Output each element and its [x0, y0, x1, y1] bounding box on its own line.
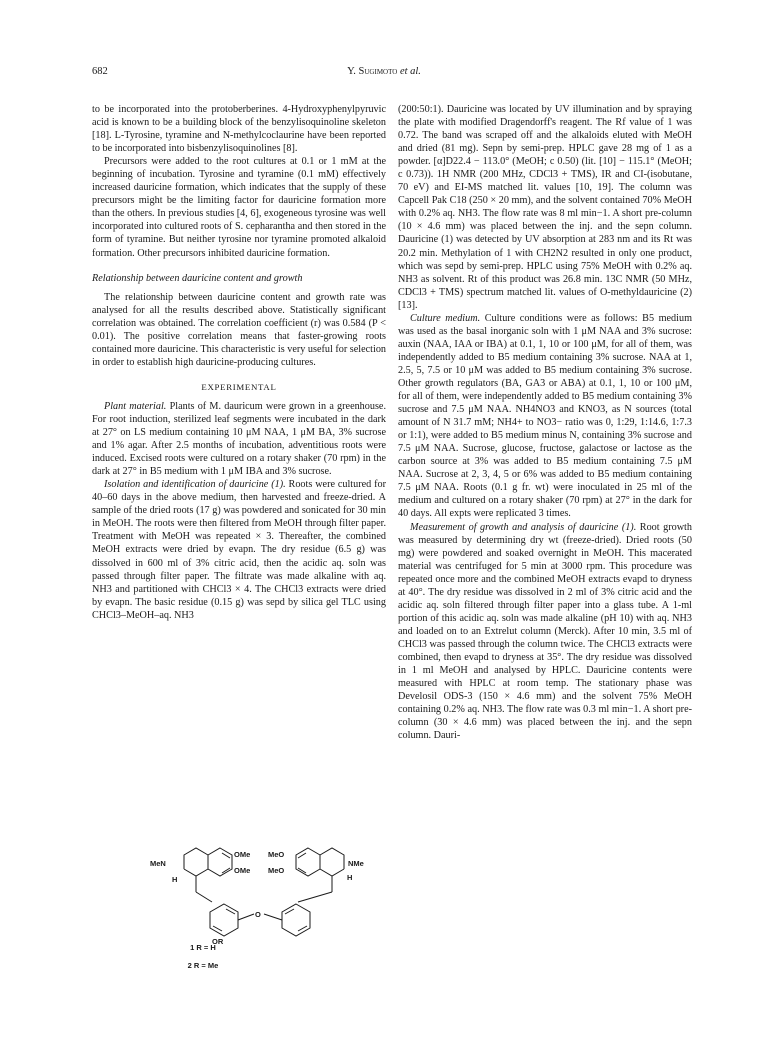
ether-oxygen-label: O	[255, 910, 261, 919]
structure-caption: 2 R = Me	[187, 961, 219, 970]
lower-right-aromatic-ring	[282, 904, 310, 936]
lower-left-aromatic-ring	[210, 904, 238, 936]
page-number: 682	[92, 66, 108, 77]
or-group-label: OR	[212, 937, 224, 946]
paragraph	[398, 521, 692, 743]
right-piperidine-ring	[320, 848, 344, 869]
right-aromatic-ring	[296, 848, 320, 876]
section-heading: EXPERIMENTAL	[201, 381, 277, 392]
paragraph-body: Root growth was measured by determining dry wt (freeze-dried). Dried roots (50 mg) were powdered and soaked overnight in MeOH. This macerated material was centrifuged for 5 min at 3000 rpm. This procedure was repeated once more and the combined MeOH extracts evapd to dryness at 40°. The dry residue was dissolved in 2 ml of 3% citric acid and the acidic aq. soln filtered through filter paper into a glass tube. A 1-ml portion of this acidic aq. soln was made alkaline (pH 10) with aq. NH3 and loaded on to an Extrelut column (Merck). After 10 min, 3.5 ml of CHCl3 was passed through the column twice. The CHCl3 extracts were combined, then evapd to dryness at 35°. The dry residue was dissolved in 1 ml MeOH and analysed by HPLC. Dauricine contents were measured with HPLC at room temp. The stationary phase was Develosil ODS-3 (150 × 4.6 mm) and the solvent 75% MeOH containing 0.2% aq. NH3. The flow rate was 0.3 ml min−1. A short pre-column (30 × 4.6 mm) was placed between the inj. and the sepn column. Dauri-	[398, 521, 692, 742]
ome-label: OMe	[234, 866, 251, 875]
nmethyl-label: NMe	[348, 859, 364, 868]
paragraph	[398, 312, 692, 521]
structure-caption: 1 R = H	[190, 943, 216, 952]
paragraph: Precursors were added to the root cultures at 0.1 or 1 mM at the beginning of incubation. Tyrosine and tyramine (0.1 mM) effectively increased dauricine formation, which indicates that the supply of these precursors might be the limiting factor for dauricine formation more than the others. In previous studies [4, 6], exogeneous tyrosine was well incorporated into cultured roots of S. cepharantha and then stored in the form of tyramine. But neither tyrosine nor tyramine promoted alkaloid formation. Other precursors inhibited dauricine formation.	[92, 156, 386, 259]
paragraph-body: Roots were cultured for 40–60 days in the above medium, then harvested and freeze-dried. A sample of the dried roots (17 g) was powdered and sonicated for 30 min in MeOH. The roots were then filtered from MeOH through filter paper. Treatment with MeOH was repeated × 3. Thereafter, the combined MeOH extracts were dried by evapn. The dry residue (6.5 g) was dissolved in 600 ml of 3% citric acid, then the acidic aq. soln was passed through filter paper. The filtrate was made alkaline with aq. NH3 and partitioned with CHCl3 × 4. The CHCl3 extracts were dried by evapn. The basic residue (0.15 g) was sepd by silica gel TLC using CHCl3–MeOH–aq. NH3	[92, 479, 387, 621]
running-head-author: Y. Sugimoto	[347, 66, 398, 77]
hydrogen-label: H	[347, 873, 353, 882]
runin-heading: Plant material.	[104, 400, 167, 412]
ome-label: OMe	[234, 850, 251, 859]
nmethyl-label: MeN	[150, 859, 166, 868]
running-head	[0, 66, 768, 77]
running-head-etal: et al.	[399, 66, 421, 77]
right-column	[398, 103, 692, 742]
left-column	[92, 103, 386, 622]
left-piperidine-ring	[184, 848, 208, 869]
meo-label: MeO	[268, 866, 285, 875]
meo-label: MeO	[268, 850, 285, 859]
paragraph	[92, 400, 386, 478]
runin-heading: Isolation and identification of dauricine (1).	[104, 479, 286, 491]
paragraph-body: Plants of M. dauricum were grown in a greenhouse. For root induction, sterilized leaf segments were incubated in the dark at 27° on LS medium containing 10 μM NAA, 1 μM BA, 3% sucrose and 1% agar. After 2.5 months of incubation, adventitious roots were induced. Excised roots were cultured on a rotary shaker (70 rpm) in the dark at 27° in B5 medium with 1 μM IBA and 3% sucrose.	[92, 400, 386, 478]
hydrogen-label: H	[172, 875, 178, 884]
left-aromatic-ring	[208, 848, 232, 876]
runin-heading: Culture medium.	[410, 312, 481, 324]
paragraph	[92, 478, 386, 622]
paragraph: The relationship between dauricine content and growth rate was analysed for all the results described above. Statistically significant correlation was obtained. The correlation coefficient (r) was 0.584 (P < 0.01). The positive correlation means that faster-growing roots contained more dauricine. This characteristic is very useful for selection in order to establish high dauricine-producing cultures.	[92, 291, 387, 368]
paragraph-body: Culture conditions were as follows: B5 medium was used as the basal inorganic soln with 1 μM NAA and 3% sucrose: auxin (NAA, IAA or IBA) at 0.1, 1, 10 or 100 μM, for all of them, was independently added to B5 medium containing 3% sucrose. NAA at 1, 2.5, 5, 7.5 or 10 μM was added to B5 medium containing 3% sucrose. Other growth regulators (BA, GA3 or ABA) at 0.1, 1, 10 or 100 μM, for all of them, were independently added to B5 medium containing 3% sucrose and 7.5 μM NAA. NH4NO3 and KNO3, as N sources (total amount of N 31.7 mM; NH4+ to NO3− ratio was 0, 1:29, 1:14.6, 1:7.3 or 1:1), were added to B5 medium minus N, containing 3% sucrose and 7.5 μM NAA. Sucrose, glucose, fructose, galactose or lactose as the carbon source at 3% was added to B5 medium containing 7.5 μM NAA. Sucrose at 2, 3, 4, 5 or 6% was added to B5 medium containing 7.5 μM NAA. Roots (0.1 g fr. wt) were inoculated in 25 ml of the medium and cultured on a rotary shaker (70 rpm) at 27° in the dark for 40 days. All expts were replicated 3 times.	[398, 312, 693, 520]
paragraph: to be incorporated into the protoberberines. 4-Hydroxyphenylpyruvic acid is known to be a building block of the benzylisoquinoline skeleton [18]. L-Tyrosine, tyramine and N-methylcoclaurine have been reported to be incorporated into bisbenzylisoquinolines [8].	[92, 104, 386, 155]
paragraph: (200:50:1). Dauricine was located by UV illumination and by spraying the plate with modified Dragendorff's reagent. The Rf value of 1 was 0.72. The band was scraped off and the alkaloids eluted with MeOH and dried (81 mg). Sepn by semi-prep. HPLC gave 28 mg of 1 as a powder. [α]D22.4 − 113.0° (MeOH; c 0.50) (lit. [10] − 115.1° (MeOH; c 0.73)). 1H NMR (200 MHz, CDCl3 + TMS), IR and CI-(isobutane, 70 eV) and EI-MS matched lit. values [10, 19]. The column was Capcell Pak C18 (250 × 20 mm), and the solvent contained 70% MeOH with 0.2% aq. NH3. The flow rate was 8 ml min−1. A short pre-column (10 × 4.6 mm) was placed between the inj. and the sepn column. Dauricine (1) was detected by UV absorption at 283 nm and its Rt was 20.2 min. Methylation of 1 with CH2N2 resulted in only one product, which was sepd by semi-prep. HPLC using 75% MeOH with 0.2% aq. NH3 as solvent. Rt of this product was 26.8 min. 13C NMR (50 MHz, CDCl3 + TMS) spectrum matched lit. values of O-methyldauricine (2) [13].	[398, 104, 692, 311]
subsection-heading: Relationship between dauricine content and growth	[92, 272, 303, 284]
runin-heading: Measurement of growth and analysis of dauricine (1).	[410, 521, 637, 533]
